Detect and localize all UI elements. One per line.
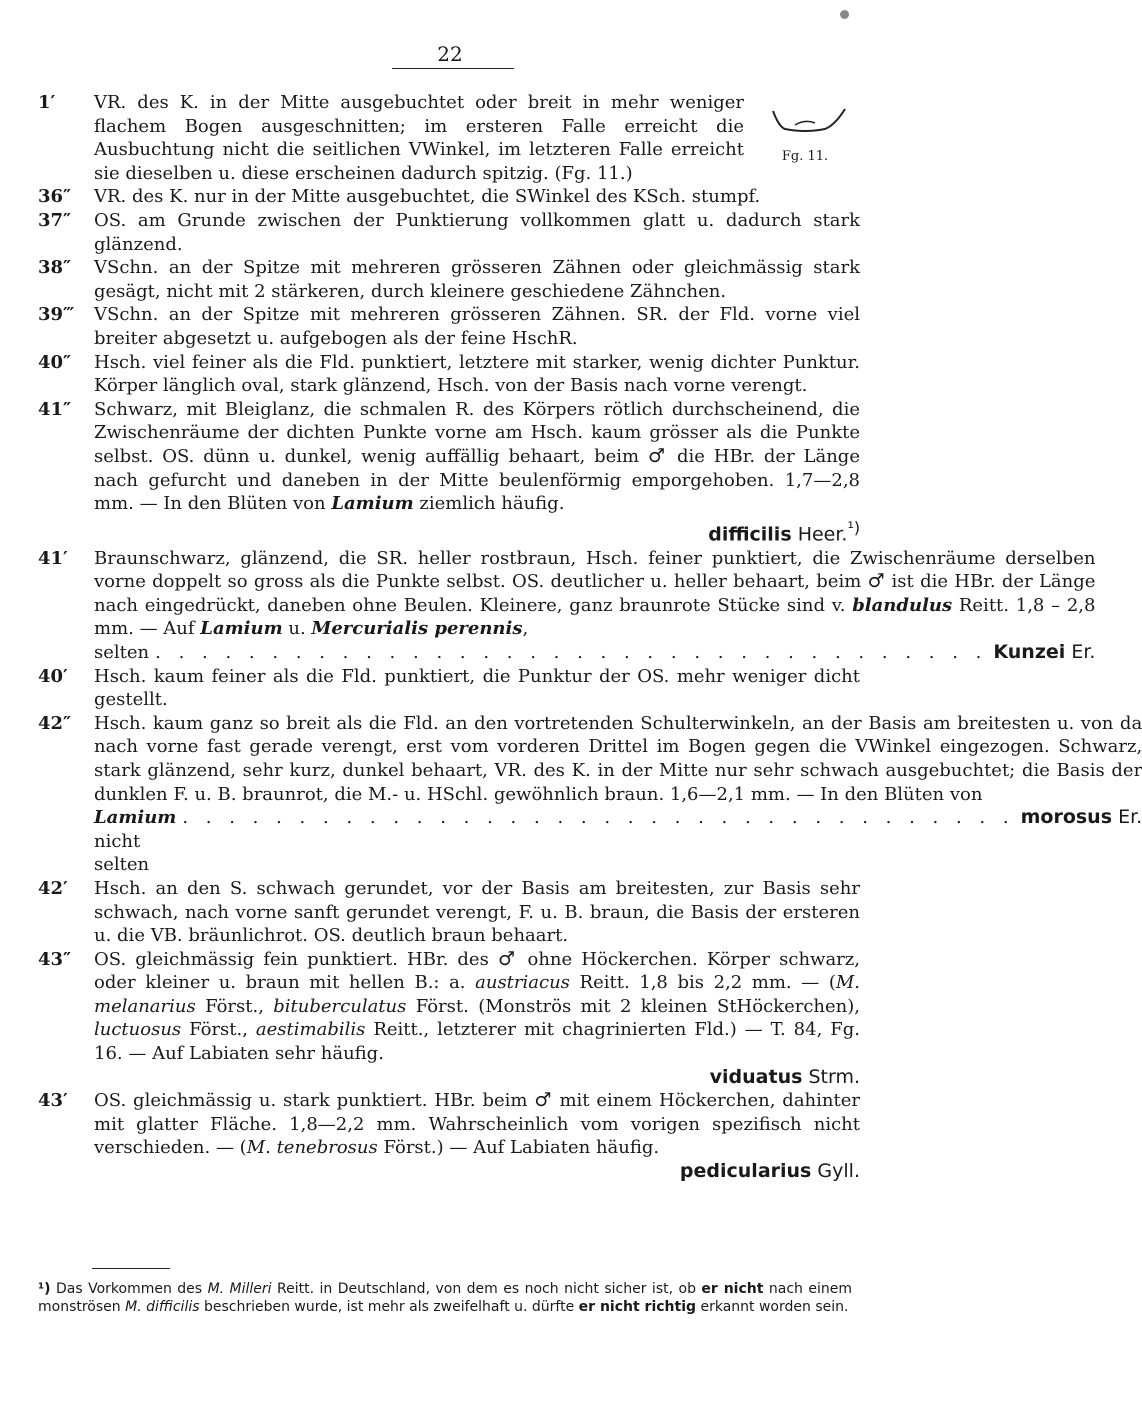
entry-text: Först., — [195, 995, 274, 1017]
entry-number: 40″ — [38, 351, 72, 373]
entry-body — [94, 209, 860, 256]
entry-body — [94, 1089, 860, 1183]
italic-text: M. difficilis — [125, 1299, 200, 1315]
species-author: Strm. — [808, 1065, 860, 1088]
entry-number: 42′ — [38, 877, 68, 899]
key-entry — [38, 209, 860, 256]
entry-text: ziemlich häufig. — [413, 493, 565, 515]
entry-body — [94, 256, 860, 303]
figure-11 — [750, 91, 860, 169]
key-entry — [38, 948, 860, 1090]
bold-text: er nicht — [701, 1281, 764, 1297]
species-author: Er. — [1118, 806, 1142, 829]
italic-text: M. melanarius — [94, 972, 860, 1017]
male-symbol-icon: ♂ — [647, 444, 669, 467]
plant-name: Lamium — [94, 807, 177, 829]
entry-text: ohne Höckerchen. Körper schwarz, oder kleiner u. braun mit hellen B.: a. — [94, 948, 860, 994]
bold-text: er nicht richtig — [578, 1299, 697, 1315]
key-entry — [38, 398, 860, 547]
plant-name: blandulus — [852, 594, 953, 616]
entry-body — [94, 547, 1095, 665]
species-epithet: viduatus — [709, 1065, 803, 1088]
species-epithet: difficilis — [708, 523, 792, 546]
male-symbol-icon: ♂ — [534, 1089, 553, 1112]
entry-text: , — [522, 618, 529, 640]
dot-leader: . . . . . . . . . . . . . . . . . . . . . . . . . . . . . . . . . . . . — [182, 807, 1015, 829]
entry-number: 1′ — [38, 92, 56, 113]
species-author: Heer. — [797, 523, 848, 546]
entry-body — [94, 948, 860, 1090]
species-name — [1021, 806, 1142, 830]
clypeus-outline-icon — [755, 97, 855, 139]
leader-label: nicht selten — [94, 830, 150, 876]
species-name — [993, 641, 1095, 665]
entry-text: Reitt. 1,8 – 2,8 mm. — Auf — [94, 594, 1096, 640]
entry-text: OS. am Grunde zwischen der Punktierung vollkommen glatt u. dadurch stark glänzend. — [94, 209, 860, 255]
entry-body — [94, 185, 860, 209]
species-epithet: pedicularius — [679, 1160, 812, 1183]
italic-text: austriacus — [475, 972, 570, 994]
entry-text: beschrieben wurde, ist mehr als zweifelhaft u. dürfte — [199, 1299, 579, 1315]
entry-text: OS. gleichmässig fein punktiert. HBr. des — [94, 948, 498, 970]
entry-text: Reitt., letzterer mit chagrinierten Fld.) — T. 84, Fg. 16. — Auf Labiaten sehr häufig. — [94, 1019, 860, 1065]
page-number: 22 — [437, 42, 463, 66]
ink-dot — [840, 10, 849, 19]
dot-leader: . . . . . . . . . . . . . . . . . . . . . . . . . . . . . . . . . . . . — [155, 641, 988, 663]
entry-text: Reitt. 1,8 bis 2,2 mm. — ( — [569, 972, 836, 994]
key-entry — [38, 351, 860, 398]
entry-text: VR. des K. in der Mitte ausgebuchtet oder breit in mehr weniger flachem Bogen ausgeschnitten; im ersteren Falle erreicht die Ausbuchtung nicht die seitlichen VWinkel, im letzteren Falle erreicht sie dieselben u. diese erscheinen dadurch spitzig. (Fg. 11.) — [94, 92, 744, 184]
entry-number: 41′ — [38, 547, 68, 569]
key-entries — [38, 91, 1142, 1184]
entry-number: 43′ — [38, 1090, 68, 1112]
entry-text: nach einem monströsen — [38, 1281, 852, 1315]
entry-number: 41″ — [38, 398, 72, 420]
species-name — [94, 1160, 860, 1184]
entry-body — [94, 877, 860, 948]
entry-text: OS. gleichmässig u. stark punktiert. HBr. beim — [94, 1090, 535, 1112]
entry-text: Först. (Monströs mit 2 kleinen StHöckerchen), — [406, 995, 860, 1017]
italic-text: bituberculatus — [273, 995, 407, 1017]
entry-text: Schwarz, mit Bleiglanz, die schmalen R. des Körpers rötlich durchscheinend, die Zwischenräume der dichten Punkte vorne am Hsch. kaum grösser als die Punkte selbst. OS. dünn u. dunkel, wenig auffällig behaart, beim — [94, 398, 860, 467]
entry-body — [94, 91, 860, 185]
key-entry — [38, 712, 1142, 877]
entry-body — [94, 712, 1142, 877]
key-entry — [38, 665, 860, 712]
figure-label: Fg. 11. — [781, 149, 829, 164]
italic-text: M. tenebrosus — [246, 1137, 378, 1159]
entry-number: 42″ — [38, 712, 72, 734]
entry-text: Först., — [181, 1019, 256, 1041]
page-number-rule — [392, 68, 514, 69]
footnote-ref: ¹) — [847, 517, 860, 537]
species-name — [94, 1066, 860, 1090]
italic-text: aestimabilis — [255, 1019, 366, 1041]
species-name — [94, 516, 860, 547]
plant-name: Lamium — [200, 618, 283, 640]
key-entry — [38, 877, 860, 948]
entry-body — [94, 665, 860, 712]
leader-text — [94, 641, 149, 665]
entry-text: ist die HBr. der Länge nach eingedrückt, daneben ohne Beulen. Kleinere, ganz braunrote Stücke sind v. — [94, 571, 1096, 616]
entry-text: Hsch. kaum ganz so breit als die Fld. an den vortretenden Schulterwinkeln, an der Basis am breitesten u. von da nach vorne fast gerade verengt, erst vom vorderen Drittel im Bogen gegen die VWinkel eingezogen. Schwarz, stark glänzend, sehr kurz, dunkel behaart, VR. des K. in der Mitte nur sehr schwach ausgebuchtet; die Basis der dunklen F. u. B. braunrot, die M.- u. HSchl. gewöhnlich braun. 1,6—2,1 mm. — In den Blüten von — [94, 712, 1142, 805]
footnote-rule — [92, 1268, 170, 1269]
entry-text: Braunschwarz, glänzend, die SR. heller rostbraun, Hsch. feiner punktiert, die Zwischenräume derselben vorne doppelt so gross als die Punkte selbst. OS. deutlicher u. heller behaart, beim — [94, 547, 1096, 593]
species-epithet: Kunzei — [993, 640, 1066, 663]
species-author: Gyll. — [817, 1160, 860, 1183]
key-entry — [38, 1089, 860, 1183]
entry-text: Hsch. viel feiner als die Fld. punktiert, letztere mit starker, wenig dichter Punktur. Körper länglich oval, stark glänzend, Hsch. von der Basis nach vorne verengt. — [94, 351, 860, 397]
entry-text: Das Vorkommen des — [50, 1281, 208, 1297]
footnote-marker: ¹) — [38, 1281, 51, 1297]
entry-number: 38″ — [38, 257, 72, 279]
entry-text: die HBr. der Länge nach gefurcht und daneben in der Mitte beulenförmig emporgehoben. 1,7—2,8 mm. — In den Blüten von — [94, 445, 860, 515]
leader-label: selten — [94, 641, 150, 663]
entry-number: 43″ — [38, 948, 72, 970]
entry-text: Reitt. in Deutschland, von dem es noch nicht sicher ist, ob — [271, 1281, 702, 1297]
entry-text: VSchn. an der Spitze mit mehreren grösseren Zähnen. SR. der Fld. vorne viel breiter abgesetzt u. aufgebogen als der feine HschR. — [94, 304, 860, 349]
species-line — [94, 806, 1142, 877]
key-entry — [38, 185, 860, 209]
entry-number: 37″ — [38, 209, 72, 231]
entry-number: 36″ — [38, 186, 72, 208]
male-symbol-icon: ♂ — [867, 570, 886, 593]
footnote — [38, 1280, 852, 1316]
entry-number: 40′ — [38, 665, 68, 687]
male-symbol-icon: ♂ — [497, 947, 519, 970]
entry-text: Hsch. an den S. schwach gerundet, vor der Basis am breitesten, zur Basis sehr schwach, nach vorne sanft gerundet verengt, F. u. B. braun, die Basis der ersteren u. die VB. bräunlichrot. OS. deutlich braun behaart. — [94, 877, 860, 947]
entry-text: VSchn. an der Spitze mit mehreren grösseren Zähnen oder gleichmässig stark gesägt, nicht mit 2 stärkeren, durch kleinere geschiedene Zähnchen. — [94, 257, 860, 302]
leader-text — [94, 806, 176, 877]
species-author: Er. — [1071, 640, 1096, 663]
entry-text: erkannt worden sein. — [696, 1299, 849, 1315]
plant-name: Mercurialis perennis — [311, 618, 523, 640]
entry-number: 39‴ — [38, 304, 75, 326]
entry-text: VR. des K. nur in der Mitte ausgebuchtet, die SWinkel des KSch. stumpf. — [94, 186, 761, 208]
entry-text: Först.) — Auf Labiaten häufig. — [377, 1137, 660, 1159]
key-entry — [38, 547, 1096, 665]
entry-body — [94, 303, 860, 350]
entry-text: u. — [282, 618, 312, 640]
species-epithet: morosus — [1020, 806, 1113, 829]
italic-text: luctuosus — [94, 1019, 182, 1041]
species-line — [94, 641, 1095, 665]
key-entry — [38, 91, 860, 185]
key-entry — [38, 303, 860, 350]
plant-name: Lamium — [331, 493, 414, 515]
italic-text: M. Milleri — [207, 1281, 272, 1297]
entry-body — [94, 351, 860, 398]
entry-text: mit einem Höckerchen, dahinter mit glatter Fläche. 1,8—2,2 mm. Wahrscheinlich vom vorigen spezifisch nicht verschieden. — ( — [94, 1090, 860, 1159]
key-entry — [38, 256, 860, 303]
entry-text: Hsch. kaum feiner als die Fld. punktiert, die Punktur der OS. mehr weniger dicht gestellt. — [94, 665, 860, 711]
entry-body — [94, 398, 860, 547]
